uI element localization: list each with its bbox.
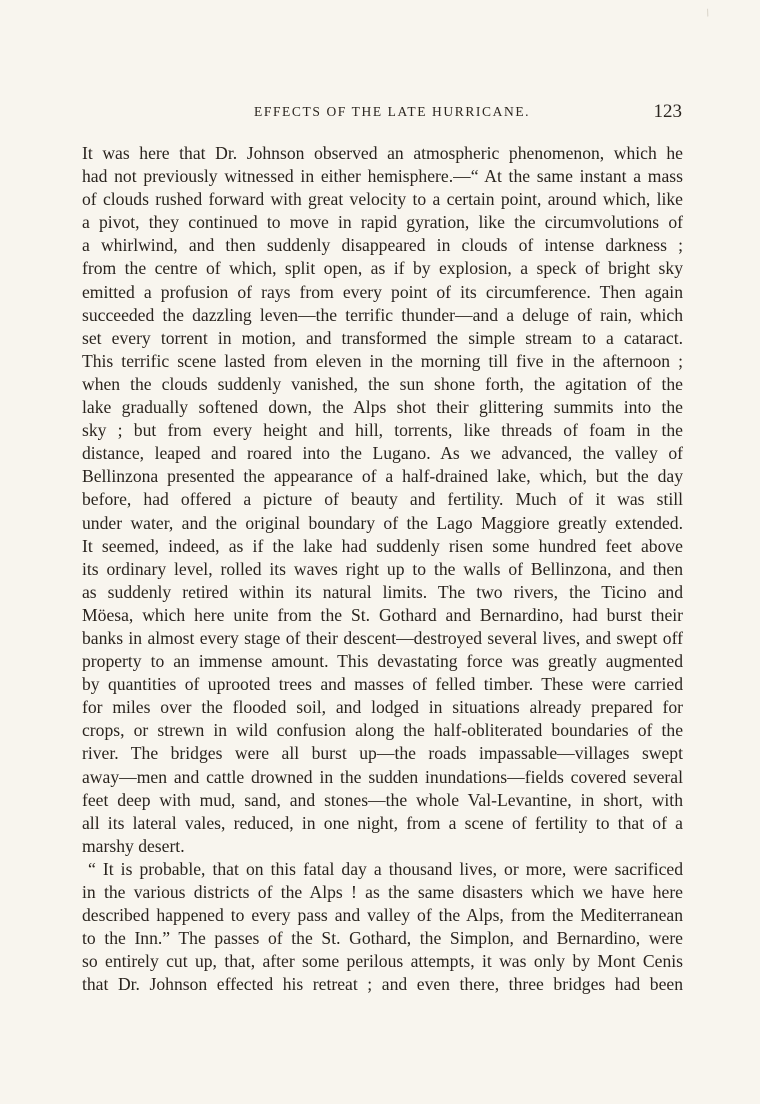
text-line: distance, leaped and roared into the Lugano. As we advanced, the valley of — [82, 443, 683, 464]
text-line: in the various districts of the Alps ! as the same disasters which we have here — [82, 882, 683, 902]
text-line: from the centre of which, split open, as if by explosion, a speck of bright sky — [82, 258, 683, 279]
running-title: EFFECTS OF THE LATE HURRICANE. — [254, 104, 531, 119]
text-line: by quantities of uprooted trees and masses of felled timber. These were carried — [82, 674, 683, 695]
text-line: Bellinzona presented the appearance of a half-drained lake, which, but the day — [82, 466, 683, 487]
text-line: property to an immense amount. This devastating force was greatly augmented — [82, 651, 683, 672]
text-line: away—men and cattle drowned in the sudden inundations—fields covered several — [82, 766, 683, 787]
text-line: It seemed, indeed, as if the lake had suddenly risen some hundred feet above — [82, 535, 683, 556]
text-line: described happened to every pass and valley of the Alps, from the Mediterranean — [82, 905, 683, 926]
text-line: This terrific scene lasted from eleven in the morning till five in the afternoon ; — [82, 350, 683, 371]
running-head — [82, 101, 682, 126]
text-line: sky ; but from every height and hill, torrents, like threads of foam in the — [82, 420, 683, 441]
text-line: emitted a profusion of rays from every point of its circumference. Then again — [82, 281, 683, 302]
text-line: banks in almost every stage of their descent—destroyed several lives, and swept off — [82, 627, 683, 648]
text-line: had not previously witnessed in either hemisphere.—“ At the same instant a mass — [82, 166, 683, 187]
text-line: when the clouds suddenly vanished, the sun shone forth, the agitation of the — [82, 373, 683, 394]
text-line: crops, or strewn in wild confusion along the half-obliterated boundaries of the — [82, 720, 683, 741]
pencil-mark-icon: / — [704, 6, 712, 20]
text-line: set every torrent in motion, and transformed the simple stream to a cataract. — [82, 327, 683, 348]
text-line: all its lateral vales, reduced, in one night, from a scene of fertility to that of a — [82, 812, 683, 833]
text-line: marshy desert. — [82, 835, 185, 856]
text-line: “ It is probable, that on this fatal day a thousand lives, or more, were sacrificed — [88, 858, 683, 879]
text-line: its ordinary level, rolled its waves right up to the walls of Bellinzona, and then — [82, 558, 683, 579]
text-line: a whirlwind, and then suddenly disappeared in clouds of intense darkness ; — [82, 235, 683, 256]
text-line: before, had offered a picture of beauty and fertility. Much of it was still — [82, 489, 683, 510]
page-number: 123 — [653, 101, 682, 122]
text-line: under water, and the original boundary of the Lago Maggiore greatly extended. — [82, 512, 683, 533]
body-text — [82, 142, 683, 996]
text-line: feet deep with mud, sand, and stones—the whole Val-Levantine, in short, with — [82, 789, 683, 810]
text-line: river. The bridges were all burst up—the roads impassable—villages swept — [82, 743, 683, 764]
text-line: for miles over the flooded soil, and lodged in situations already prepared for — [82, 697, 683, 718]
text-line: It was here that Dr. Johnson observed an atmospheric phenomenon, which he — [82, 143, 683, 163]
text-line: that Dr. Johnson effected his retreat ; and even there, three bridges had been — [82, 974, 683, 995]
text-line: so entirely cut up, that, after some perilous attempts, it was only by Mont Cenis — [82, 951, 683, 972]
text-line: Möesa, which here unite from the St. Gothard and Bernardino, had burst their — [82, 604, 683, 625]
text-line: lake gradually softened down, the Alps shot their glittering summits into the — [82, 397, 683, 418]
text-line: a pivot, they continued to move in rapid gyration, like the circumvolutions of — [82, 212, 683, 233]
text-line: of clouds rushed forward with great velocity to a certain point, around which, like — [82, 189, 683, 210]
text-line: succeeded the dazzling leven—the terrific thunder—and a deluge of rain, which — [82, 304, 683, 325]
text-line: to the Inn.” The passes of the St. Gothard, the Simplon, and Bernardino, were — [82, 928, 683, 949]
text-line: as suddenly retired within its natural limits. The two rivers, the Ticino and — [82, 581, 683, 602]
